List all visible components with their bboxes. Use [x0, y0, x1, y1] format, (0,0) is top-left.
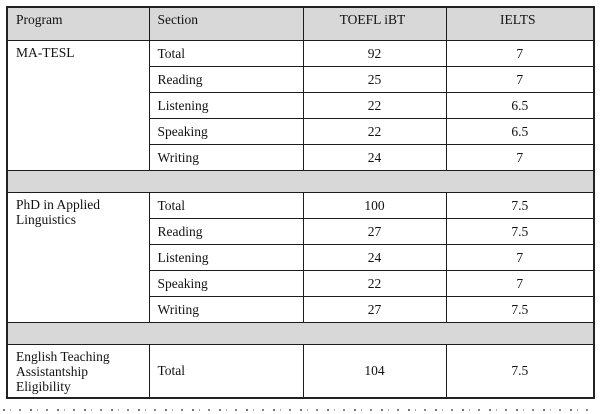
section-cell: Speaking: [149, 118, 303, 144]
section-cell: Reading: [149, 66, 303, 92]
separator-row: [7, 322, 594, 344]
ielts-score-cell: 7: [446, 66, 594, 92]
score-requirements-table: [6, 6, 595, 399]
ielts-score-cell: 7: [446, 244, 594, 270]
section-cell: Reading: [149, 218, 303, 244]
ielts-score-cell: 7: [446, 270, 594, 296]
toefl-score-cell: 22: [303, 270, 446, 296]
toefl-score-cell: 100: [303, 192, 446, 218]
ielts-score-cell: 6.5: [446, 92, 594, 118]
table-header-row: [7, 7, 594, 40]
separator-band: [7, 170, 594, 192]
section-cell: Listening: [149, 244, 303, 270]
header-section: Section: [149, 7, 303, 40]
separator-row: [7, 170, 594, 192]
ielts-score-cell: 7: [446, 40, 594, 66]
header-toefl: TOEFL iBT: [303, 7, 446, 40]
section-cell: Speaking: [149, 270, 303, 296]
section-cell: Listening: [149, 92, 303, 118]
toefl-score-cell: 25: [303, 66, 446, 92]
toefl-score-cell: 92: [303, 40, 446, 66]
section-cell: Total: [149, 344, 303, 398]
toefl-score-cell: 27: [303, 296, 446, 322]
clipped-footnote-text: [3, 408, 595, 413]
header-ielts: IELTS: [446, 7, 594, 40]
program-cell-eta: English Teaching Assistantship Eligibility: [7, 344, 149, 398]
ielts-score-cell: 7.5: [446, 192, 594, 218]
ielts-score-cell: 7.5: [446, 218, 594, 244]
ielts-score-cell: 7.5: [446, 296, 594, 322]
ielts-score-cell: 7: [446, 144, 594, 170]
ielts-score-cell: 7.5: [446, 344, 594, 398]
toefl-score-cell: 27: [303, 218, 446, 244]
toefl-score-cell: 22: [303, 92, 446, 118]
table-row: [7, 192, 594, 218]
toefl-score-cell: 104: [303, 344, 446, 398]
ielts-score-cell: 6.5: [446, 118, 594, 144]
table-row: [7, 344, 594, 398]
header-program: Program: [7, 7, 149, 40]
program-cell-phd: PhD in Applied Linguistics: [7, 192, 149, 322]
section-cell: Writing: [149, 296, 303, 322]
table-row: [7, 40, 594, 66]
section-cell: Writing: [149, 144, 303, 170]
toefl-score-cell: 24: [303, 144, 446, 170]
section-cell: Total: [149, 40, 303, 66]
program-cell-ma-tesl: MA-TESL: [7, 40, 149, 170]
separator-band: [7, 322, 594, 344]
toefl-score-cell: 22: [303, 118, 446, 144]
section-cell: Total: [149, 192, 303, 218]
toefl-score-cell: 24: [303, 244, 446, 270]
